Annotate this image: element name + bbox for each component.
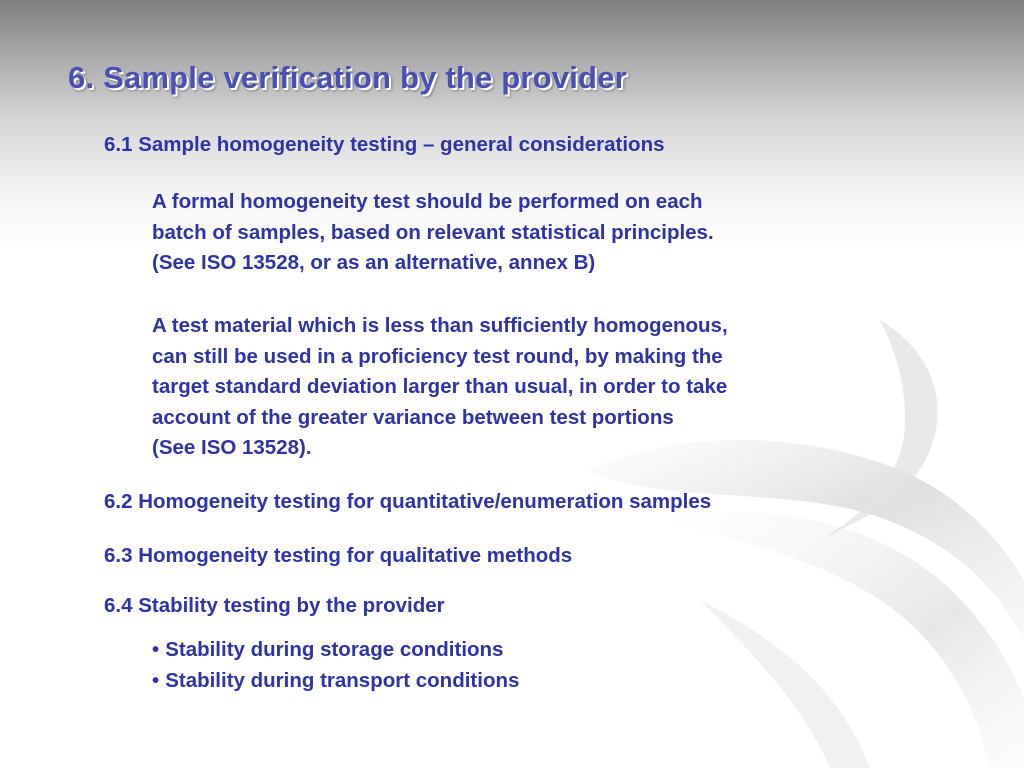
paragraph-line: A test material which is less than sufficiently homogenous, (152, 314, 728, 337)
bullet-item (152, 665, 519, 696)
paragraph-line: target standard deviation larger than usual, in order to take (152, 375, 728, 398)
paragraph-line: A formal homogeneity test should be performed on each (152, 190, 703, 213)
section-heading-6-1: 6.1 Sample homogeneity testing – general considerations (104, 133, 665, 156)
bullet-text: Stability during storage conditions (165, 638, 504, 661)
bullet-text: Stability during transport conditions (165, 669, 520, 692)
paragraph-line: (See ISO 13528, or as an alternative, annex B) (152, 251, 596, 274)
stability-bullet-list (152, 634, 519, 696)
paragraph-line: (See ISO 13528). (152, 436, 312, 459)
paragraph-line: batch of samples, based on relevant statistical principles. (152, 220, 714, 244)
paragraph-test-material (152, 311, 728, 464)
bullet-item (152, 634, 519, 665)
bullet-icon: • (152, 638, 160, 661)
section-heading-6-4: 6.4 Stability testing by the provider (104, 594, 445, 617)
paragraph-line: can still be used in a proficiency test round, by making the (152, 344, 723, 368)
slide-title: 6. Sample verification by the provider (68, 60, 627, 95)
section-heading-6-2: 6.2 Homogeneity testing for quantitative/enumeration samples (104, 490, 712, 513)
section-heading-6-3: 6.3 Homogeneity testing for qualitative methods (104, 544, 573, 567)
bullet-icon: • (152, 669, 160, 692)
paragraph-homogeneity-test (152, 187, 714, 279)
paragraph-line: account of the greater variance between test portions (152, 405, 674, 429)
